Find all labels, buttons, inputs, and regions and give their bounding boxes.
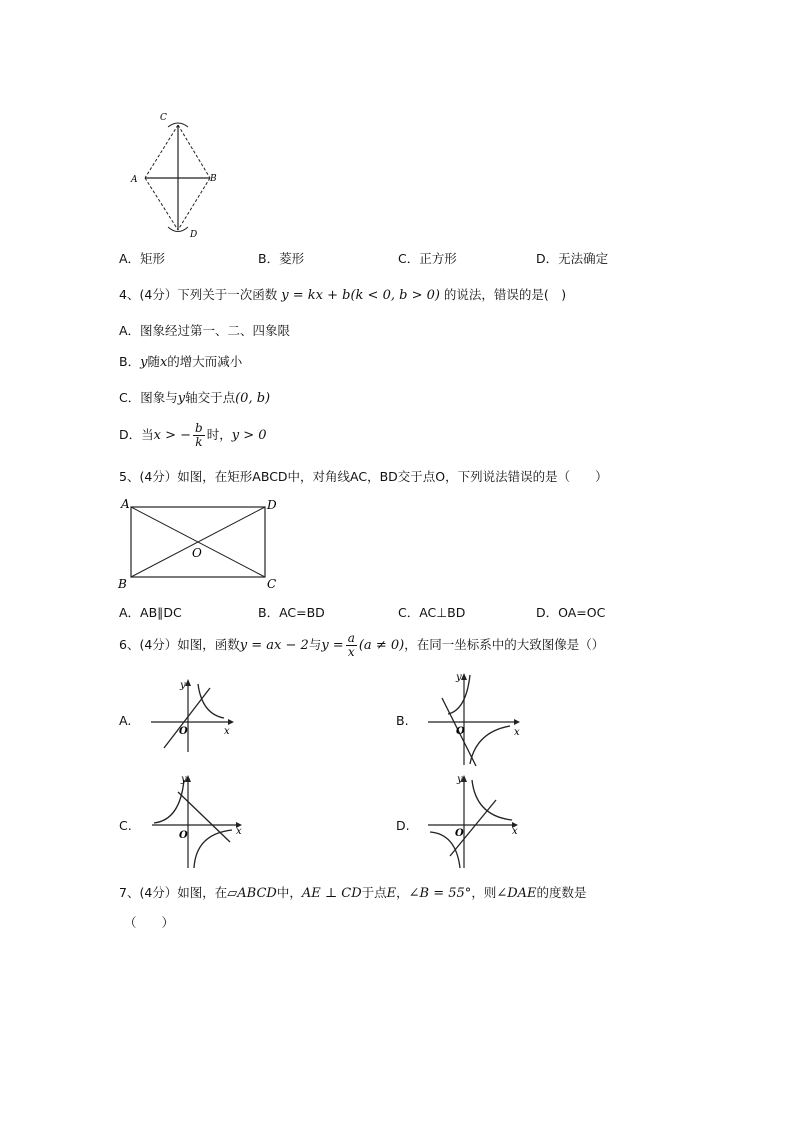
- q4-c-var: y: [177, 391, 186, 406]
- q7-e: E: [386, 886, 397, 901]
- q5-stem: 5、(4分）如图，在矩形ABCD中，对角线AC，BD交于点O，下列说法错误的是（ ）: [119, 469, 608, 484]
- q6-option-label-c: C.: [119, 818, 132, 833]
- q6-graph-c: [150, 772, 250, 872]
- q6-f1: y = ax − 2: [239, 638, 309, 653]
- q5-label-d: D: [267, 498, 277, 512]
- q4-stem-suffix: 的说法，错误的是( ): [443, 287, 567, 302]
- q4-option-c: [119, 388, 270, 406]
- q6-a-y-label: y: [180, 680, 186, 691]
- q6-stem-suffix: ，在同一坐标系中的大致图像是（）: [404, 637, 605, 652]
- q4-d-prefix: D．当: [119, 427, 154, 442]
- q6-d-x-label: x: [512, 826, 518, 837]
- q4-option-a: A．图象经过第一、二、四象限: [119, 323, 291, 338]
- q4-b-suffix: 的增大而减小: [167, 354, 243, 369]
- q6-graph-a: [148, 676, 238, 756]
- q3-label-a: A: [131, 175, 138, 185]
- q4-d-fraction: [193, 422, 205, 449]
- q4-b-var1: y: [140, 355, 148, 370]
- q4-b-mid: 随: [147, 354, 160, 369]
- q4-option-b: [119, 352, 242, 370]
- q5-option-c: C．AC⊥BD: [398, 605, 466, 620]
- q6-f2-lhs: y =: [321, 638, 344, 653]
- q6-b-o-label: O: [456, 726, 465, 737]
- q5-label-a: A: [121, 497, 130, 511]
- q6-c-x-label: x: [236, 826, 242, 837]
- q6-c-y-label: y: [181, 774, 187, 785]
- q3-option-b: B．菱形: [258, 251, 305, 266]
- q3-option-d: D．无法确定: [536, 251, 609, 266]
- q7-stem-prefix: 7、(4分）如图，在: [119, 885, 228, 900]
- q7-mid1: 中，: [276, 885, 302, 900]
- q3-rhombus-figure: [120, 105, 230, 245]
- q6-d-o-label: O: [455, 828, 464, 839]
- q4-d-lhs: x > −: [153, 428, 192, 443]
- q4-stem-formula: y = kx + b(k < 0, b > 0): [281, 288, 440, 303]
- q4-d-mid: 时，: [206, 427, 232, 442]
- q6-a-o-label: O: [179, 726, 188, 737]
- q6-a-x-label: x: [224, 726, 230, 737]
- q6-f2-num: a: [347, 631, 355, 645]
- q4-c-mid: 轴交于点: [185, 390, 236, 405]
- q5-option-b: B．AC=BD: [258, 605, 325, 620]
- q6-graph-d: [426, 772, 526, 872]
- q4-d-rhs: y > 0: [231, 428, 267, 443]
- q6-stem: [119, 632, 604, 659]
- q5-label-b: B: [118, 577, 127, 591]
- q7-answer-blank: （ ）: [124, 915, 175, 930]
- q4-stem: [119, 285, 566, 303]
- q3-label-b: B: [210, 174, 217, 184]
- q6-c-o-label: O: [179, 830, 188, 841]
- q4-c-prefix: C．图象与: [119, 390, 178, 405]
- q6-b-x-label: x: [514, 727, 520, 738]
- q6-option-label-d: D.: [396, 818, 410, 833]
- q7-angle: ∠B = 55°: [408, 886, 472, 901]
- q4-b-prefix: B．: [119, 354, 141, 369]
- q6-mid: 与: [308, 637, 322, 652]
- q4-c-point: (0, b): [235, 391, 271, 406]
- q7-mid3: ，则: [471, 885, 497, 900]
- q3-label-c: C: [160, 113, 167, 123]
- q6-b-y-label: y: [456, 672, 462, 683]
- q6-f2-cond: (a ≠ 0): [358, 638, 405, 653]
- q3-option-a: A．矩形: [119, 251, 166, 266]
- q4-option-d: [119, 422, 267, 449]
- q6-stem-prefix: 6、(4分）如图，函数: [119, 637, 240, 652]
- q5-label-c: C: [267, 577, 277, 591]
- q5-rectangle-figure: [115, 495, 285, 595]
- q4-d-num: b: [195, 421, 203, 435]
- q5-option-a: A．AB∥DC: [119, 605, 182, 620]
- q6-f2-fraction: [346, 632, 357, 659]
- q7-comma: ，: [396, 885, 409, 900]
- q7-stem-suffix: 的度数是: [536, 885, 587, 900]
- q5-label-o: O: [192, 546, 202, 560]
- q7-mid2: 于点: [361, 885, 387, 900]
- q3-label-d: D: [190, 230, 198, 240]
- q6-f2-den: x: [347, 645, 355, 659]
- q6-graph-b: [426, 670, 526, 770]
- q4-b-var2: x: [159, 355, 168, 370]
- q6-option-label-b: B.: [396, 713, 409, 728]
- q4-stem-prefix: 4、(4分）下列关于一次函数: [119, 287, 278, 302]
- q7-perp: AE ⊥ CD: [301, 886, 362, 901]
- q4-d-den: k: [195, 435, 203, 449]
- q3-option-c: C．正方形: [398, 251, 457, 266]
- q7-stem: [119, 883, 587, 901]
- q5-option-d: D．OA=OC: [536, 605, 606, 620]
- q6-option-label-a: A.: [119, 713, 132, 728]
- q7-para: ▱ABCD: [227, 886, 277, 901]
- q7-target: ∠DAE: [496, 886, 537, 901]
- q6-d-y-label: y: [457, 774, 463, 785]
